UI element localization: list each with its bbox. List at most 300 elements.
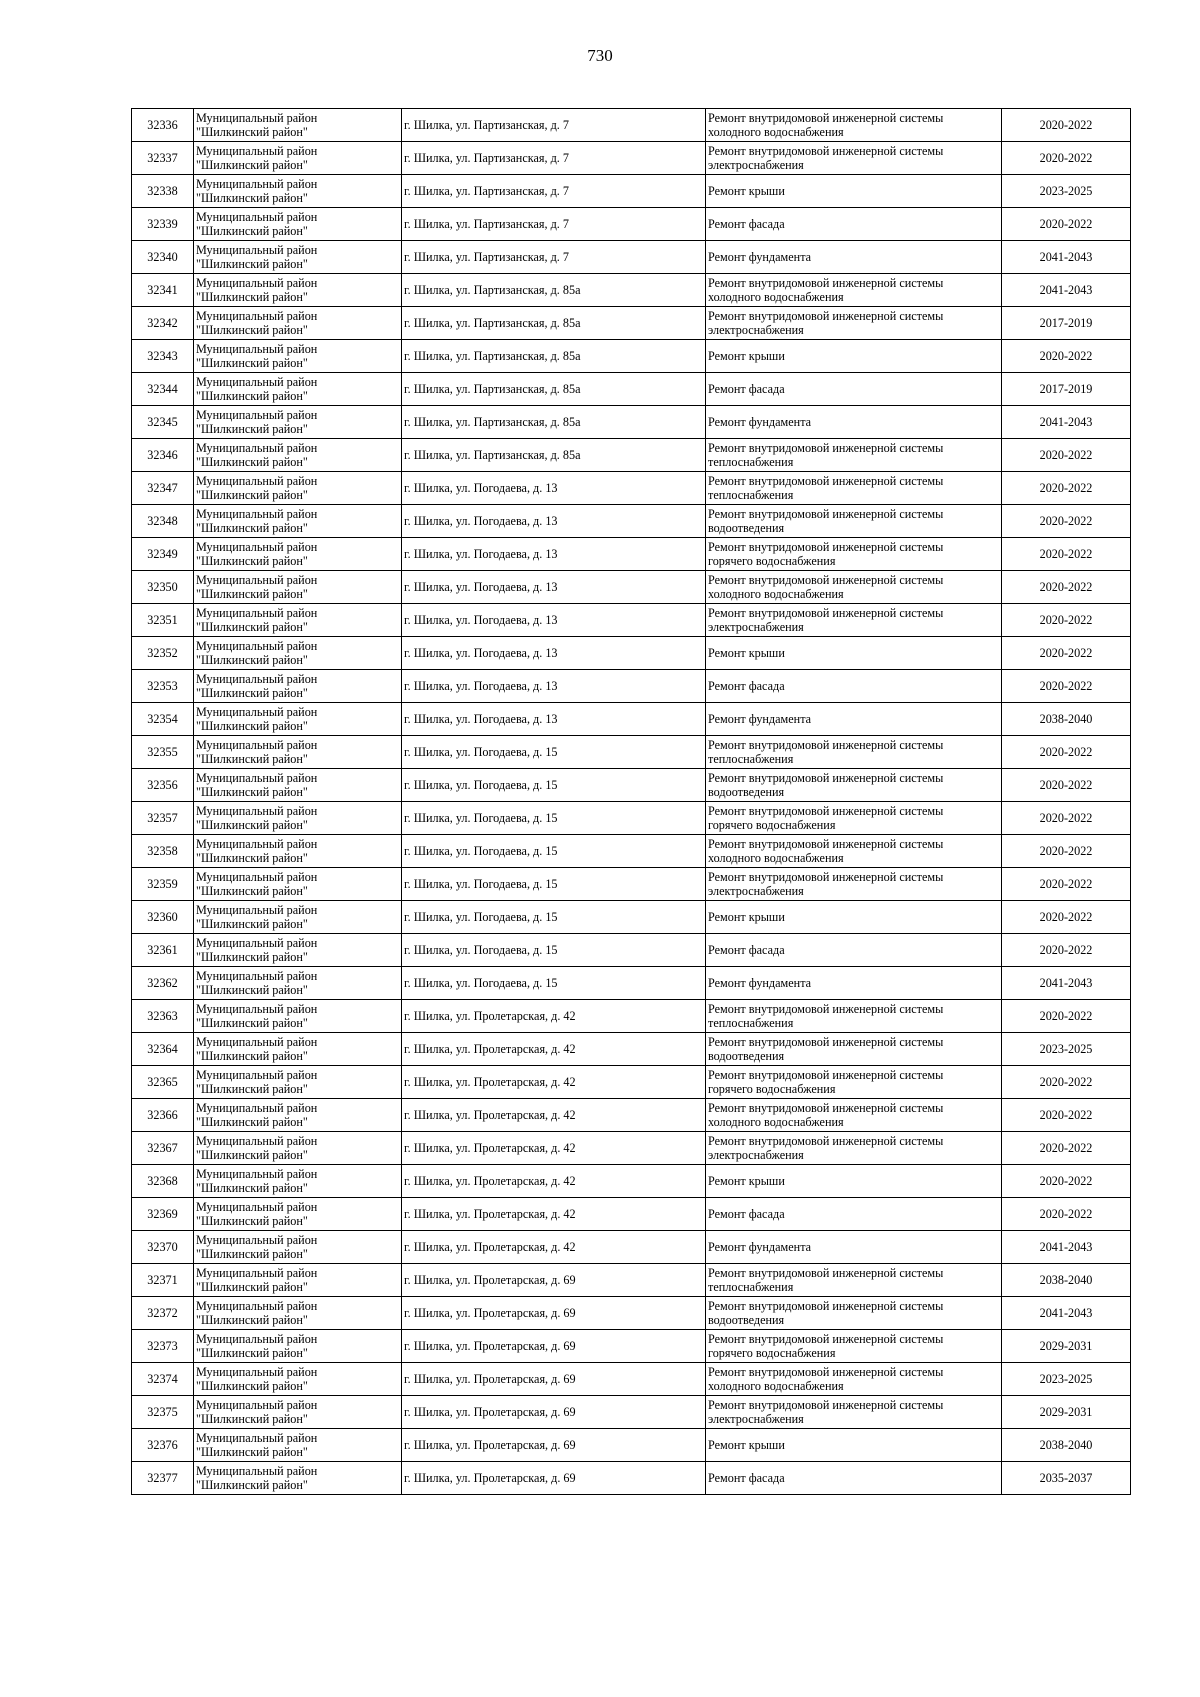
table-row — [132, 373, 1131, 406]
row-number: 32353 — [147, 678, 178, 693]
period-cell — [1002, 1396, 1131, 1429]
table-row — [132, 802, 1131, 835]
work-type-cell — [706, 868, 1002, 901]
address-text: г. Шилка, ул. Пролетарская, д. 42 — [404, 1107, 576, 1122]
table-row — [132, 703, 1131, 736]
work-type-line-2: водоотведения — [708, 1313, 785, 1327]
address-cell — [402, 109, 706, 142]
municipality-cell — [194, 1231, 402, 1264]
municipality-line-2: "Шилкинский район" — [196, 1247, 308, 1261]
period-cell — [1002, 835, 1131, 868]
municipality-cell — [194, 1429, 402, 1462]
work-type-line-2: водоотведения — [708, 1049, 785, 1063]
municipality-line-1: Муниципальный район — [196, 572, 318, 587]
municipality-line-2: "Шилкинский район" — [196, 1082, 308, 1096]
address-cell — [402, 307, 706, 340]
period-cell — [1002, 1033, 1131, 1066]
work-type-line-1: Ремонт внутридомовой инженерной системы — [708, 605, 944, 620]
period-cell — [1002, 406, 1131, 439]
row-number-cell — [132, 934, 194, 967]
address-text: г. Шилка, ул. Пролетарская, д. 69 — [404, 1371, 576, 1386]
municipality-cell — [194, 934, 402, 967]
address-cell — [402, 604, 706, 637]
work-type-line-2: теплоснабжения — [708, 488, 794, 502]
address-text: г. Шилка, ул. Пролетарская, д. 69 — [404, 1470, 576, 1485]
row-number: 32350 — [147, 579, 178, 594]
work-type-line-1: Ремонт внутридомовой инженерной системы — [708, 440, 944, 455]
table-row — [132, 1264, 1131, 1297]
period-cell — [1002, 1297, 1131, 1330]
work-type-line-1: Ремонт фасада — [708, 1206, 785, 1221]
row-number-cell — [132, 109, 194, 142]
work-type-cell — [706, 1099, 1002, 1132]
address-cell — [402, 439, 706, 472]
work-type-line-1: Ремонт внутридомовой инженерной системы — [708, 1001, 944, 1016]
table-row — [132, 769, 1131, 802]
work-type-line-1: Ремонт внутридомовой инженерной системы — [708, 308, 944, 323]
municipality-line-1: Муниципальный район — [196, 1199, 318, 1214]
work-type-line-2: электроснабжения — [708, 884, 804, 898]
address-text: г. Шилка, ул. Погодаева, д. 15 — [404, 744, 558, 759]
municipality-line-1: Муниципальный район — [196, 704, 318, 719]
municipality-line-1: Муниципальный район — [196, 1397, 318, 1412]
table-row — [132, 142, 1131, 175]
row-number-cell — [132, 604, 194, 637]
table-row — [132, 736, 1131, 769]
work-type-line-1: Ремонт фасада — [708, 942, 785, 957]
address-cell — [402, 769, 706, 802]
table-row — [132, 1429, 1131, 1462]
municipality-cell — [194, 868, 402, 901]
work-type-line-1: Ремонт внутридомовой инженерной системы — [708, 836, 944, 851]
work-type-line-1: Ремонт фундамента — [708, 414, 812, 429]
municipality-line-1: Муниципальный район — [196, 1100, 318, 1115]
address-text: г. Шилка, ул. Погодаева, д. 13 — [404, 579, 558, 594]
row-number-cell — [132, 703, 194, 736]
municipality-line-1: Муниципальный район — [196, 803, 318, 818]
work-type-line-2: холодного водоснабжения — [708, 125, 844, 139]
table-row — [132, 1099, 1131, 1132]
row-number: 32360 — [147, 909, 178, 924]
municipality-cell — [194, 604, 402, 637]
row-number: 32374 — [147, 1371, 178, 1386]
row-number-cell — [132, 901, 194, 934]
work-type-line-1: Ремонт внутридомовой инженерной системы — [708, 1298, 944, 1313]
row-number-cell — [132, 142, 194, 175]
municipality-line-1: Муниципальный район — [196, 1430, 318, 1445]
row-number: 32342 — [147, 315, 178, 330]
address-text: г. Шилка, ул. Погодаева, д. 15 — [404, 975, 558, 990]
row-number: 32337 — [147, 150, 178, 165]
work-type-line-2: теплоснабжения — [708, 455, 794, 469]
period-cell — [1002, 736, 1131, 769]
period-text: 2020-2022 — [1039, 513, 1093, 528]
period-text: 2020-2022 — [1039, 645, 1093, 660]
municipality-cell — [194, 1462, 402, 1495]
work-type-cell — [706, 1396, 1002, 1429]
table-row — [132, 1231, 1131, 1264]
municipality-line-1: Муниципальный район — [196, 638, 318, 653]
municipality-line-2: "Шилкинский район" — [196, 554, 308, 568]
municipality-cell — [194, 1132, 402, 1165]
row-number-cell — [132, 670, 194, 703]
table-row — [132, 406, 1131, 439]
work-type-cell — [706, 670, 1002, 703]
period-text: 2035-2037 — [1039, 1470, 1093, 1485]
period-cell — [1002, 1000, 1131, 1033]
work-type-cell — [706, 307, 1002, 340]
work-type-line-1: Ремонт внутридомовой инженерной системы — [708, 1331, 944, 1346]
address-cell — [402, 1198, 706, 1231]
municipality-cell — [194, 307, 402, 340]
period-cell — [1002, 967, 1131, 1000]
row-number: 32368 — [147, 1173, 178, 1188]
row-number-cell — [132, 373, 194, 406]
address-cell — [402, 1297, 706, 1330]
work-type-line-1: Ремонт фундамента — [708, 711, 812, 726]
work-type-line-1: Ремонт внутридомовой инженерной системы — [708, 1265, 944, 1280]
address-text: г. Шилка, ул. Пролетарская, д. 69 — [404, 1272, 576, 1287]
period-text: 2023-2025 — [1039, 183, 1093, 198]
address-cell — [402, 538, 706, 571]
address-text: г. Шилка, ул. Партизанская, д. 85а — [404, 447, 581, 462]
address-text: г. Шилка, ул. Партизанская, д. 7 — [404, 249, 569, 264]
table-row — [132, 1132, 1131, 1165]
period-cell — [1002, 1429, 1131, 1462]
address-cell — [402, 1066, 706, 1099]
period-text: 2017-2019 — [1039, 381, 1093, 396]
row-number: 32366 — [147, 1107, 178, 1122]
work-type-line-1: Ремонт внутридомовой инженерной системы — [708, 275, 944, 290]
address-cell — [402, 1429, 706, 1462]
municipality-line-2: "Шилкинский район" — [196, 686, 308, 700]
municipality-cell — [194, 901, 402, 934]
municipality-line-2: "Шилкинский район" — [196, 488, 308, 502]
work-type-line-1: Ремонт внутридомовой инженерной системы — [708, 869, 944, 884]
table-row — [132, 1198, 1131, 1231]
work-type-line-1: Ремонт фасада — [708, 678, 785, 693]
municipality-line-1: Муниципальный район — [196, 605, 318, 620]
address-cell — [402, 934, 706, 967]
period-cell — [1002, 241, 1131, 274]
row-number: 32359 — [147, 876, 178, 891]
municipality-line-1: Муниципальный район — [196, 440, 318, 455]
table-row — [132, 835, 1131, 868]
work-type-line-1: Ремонт внутридомовой инженерной системы — [708, 506, 944, 521]
period-text: 2020-2022 — [1039, 447, 1093, 462]
period-text: 2017-2019 — [1039, 315, 1093, 330]
period-cell — [1002, 208, 1131, 241]
work-type-line-2: холодного водоснабжения — [708, 587, 844, 601]
municipality-line-1: Муниципальный район — [196, 1265, 318, 1280]
row-number: 32373 — [147, 1338, 178, 1353]
row-number: 32375 — [147, 1404, 178, 1419]
row-number: 32349 — [147, 546, 178, 561]
municipality-line-2: "Шилкинский район" — [196, 983, 308, 997]
row-number-cell — [132, 241, 194, 274]
address-text: г. Шилка, ул. Погодаева, д. 13 — [404, 546, 558, 561]
municipality-line-2: "Шилкинский район" — [196, 917, 308, 931]
municipality-cell — [194, 769, 402, 802]
period-cell — [1002, 307, 1131, 340]
work-type-cell — [706, 208, 1002, 241]
table-row — [132, 868, 1131, 901]
period-cell — [1002, 571, 1131, 604]
period-cell — [1002, 670, 1131, 703]
municipality-cell — [194, 802, 402, 835]
row-number: 32351 — [147, 612, 178, 627]
address-cell — [402, 373, 706, 406]
municipality-line-1: Муниципальный район — [196, 506, 318, 521]
municipality-cell — [194, 109, 402, 142]
municipality-line-1: Муниципальный район — [196, 407, 318, 422]
period-text: 2020-2022 — [1039, 1074, 1093, 1089]
work-type-cell — [706, 901, 1002, 934]
work-type-line-1: Ремонт внутридомовой инженерной системы — [708, 110, 944, 125]
period-cell — [1002, 109, 1131, 142]
address-text: г. Шилка, ул. Погодаева, д. 13 — [404, 711, 558, 726]
period-cell — [1002, 538, 1131, 571]
period-text: 2020-2022 — [1039, 348, 1093, 363]
municipality-cell — [194, 967, 402, 1000]
row-number: 32346 — [147, 447, 178, 462]
municipality-line-2: "Шилкинский район" — [196, 455, 308, 469]
row-number: 32339 — [147, 216, 178, 231]
address-text: г. Шилка, ул. Пролетарская, д. 42 — [404, 1173, 576, 1188]
work-type-line-1: Ремонт внутридомовой инженерной системы — [708, 473, 944, 488]
municipality-line-2: "Шилкинский район" — [196, 323, 308, 337]
period-cell — [1002, 802, 1131, 835]
row-number-cell — [132, 208, 194, 241]
municipality-line-2: "Шилкинский район" — [196, 1115, 308, 1129]
address-cell — [402, 340, 706, 373]
row-number: 32356 — [147, 777, 178, 792]
work-type-cell — [706, 373, 1002, 406]
table-row — [132, 1396, 1131, 1429]
municipality-line-2: "Шилкинский район" — [196, 1445, 308, 1459]
municipality-cell — [194, 142, 402, 175]
address-text: г. Шилка, ул. Погодаева, д. 13 — [404, 678, 558, 693]
row-number-cell — [132, 340, 194, 373]
work-type-cell — [706, 340, 1002, 373]
municipality-cell — [194, 274, 402, 307]
address-text: г. Шилка, ул. Погодаева, д. 15 — [404, 843, 558, 858]
period-text: 2020-2022 — [1039, 579, 1093, 594]
municipality-line-2: "Шилкинский район" — [196, 1346, 308, 1360]
period-cell — [1002, 637, 1131, 670]
address-cell — [402, 1033, 706, 1066]
address-cell — [402, 1264, 706, 1297]
table-row — [132, 1297, 1131, 1330]
period-text: 2020-2022 — [1039, 546, 1093, 561]
municipality-line-1: Муниципальный район — [196, 1067, 318, 1082]
address-text: г. Шилка, ул. Партизанская, д. 7 — [404, 216, 569, 231]
period-cell — [1002, 1099, 1131, 1132]
address-cell — [402, 1330, 706, 1363]
work-type-line-1: Ремонт фасада — [708, 1470, 785, 1485]
municipality-line-1: Муниципальный район — [196, 341, 318, 356]
address-cell — [402, 1231, 706, 1264]
municipality-line-2: "Шилкинский район" — [196, 1049, 308, 1063]
municipality-line-2: "Шилкинский район" — [196, 1214, 308, 1228]
work-type-cell — [706, 1132, 1002, 1165]
work-type-cell — [706, 505, 1002, 538]
work-type-line-2: водоотведения — [708, 521, 785, 535]
work-type-line-1: Ремонт крыши — [708, 1173, 785, 1188]
municipality-line-2: "Шилкинский район" — [196, 224, 308, 238]
row-number: 32372 — [147, 1305, 178, 1320]
address-cell — [402, 241, 706, 274]
address-text: г. Шилка, ул. Погодаева, д. 15 — [404, 942, 558, 957]
period-cell — [1002, 604, 1131, 637]
address-text: г. Шилка, ул. Партизанская, д. 7 — [404, 117, 569, 132]
municipality-cell — [194, 571, 402, 604]
table-row — [132, 340, 1131, 373]
work-type-line-1: Ремонт внутридомовой инженерной системы — [708, 1397, 944, 1412]
work-type-cell — [706, 1264, 1002, 1297]
municipality-line-2: "Шилкинский район" — [196, 752, 308, 766]
table-row — [132, 571, 1131, 604]
row-number-cell — [132, 1132, 194, 1165]
municipality-line-1: Муниципальный район — [196, 770, 318, 785]
municipality-cell — [194, 1165, 402, 1198]
address-cell — [402, 175, 706, 208]
row-number-cell — [132, 1297, 194, 1330]
address-text: г. Шилка, ул. Партизанская, д. 85а — [404, 414, 581, 429]
period-cell — [1002, 1264, 1131, 1297]
municipality-line-2: "Шилкинский район" — [196, 851, 308, 865]
municipality-cell — [194, 1198, 402, 1231]
row-number: 32361 — [147, 942, 178, 957]
table-row — [132, 1165, 1131, 1198]
work-type-cell — [706, 241, 1002, 274]
work-type-line-1: Ремонт крыши — [708, 1437, 785, 1452]
municipality-line-2: "Шилкинский район" — [196, 257, 308, 271]
row-number-cell — [132, 274, 194, 307]
row-number-cell — [132, 1363, 194, 1396]
municipality-line-1: Муниципальный район — [196, 242, 318, 257]
work-type-line-2: горячего водоснабжения — [708, 1082, 836, 1096]
municipality-line-1: Муниципальный район — [196, 1463, 318, 1478]
page-number: 730 — [587, 46, 613, 65]
row-number-cell — [132, 1198, 194, 1231]
work-type-line-1: Ремонт крыши — [708, 909, 785, 924]
address-text: г. Шилка, ул. Пролетарская, д. 42 — [404, 1041, 576, 1056]
period-cell — [1002, 340, 1131, 373]
address-cell — [402, 868, 706, 901]
work-type-line-1: Ремонт крыши — [708, 183, 785, 198]
municipality-line-1: Муниципальный район — [196, 671, 318, 686]
row-number: 32355 — [147, 744, 178, 759]
municipality-line-2: "Шилкинский район" — [196, 158, 308, 172]
row-number: 32345 — [147, 414, 178, 429]
municipality-line-2: "Шилкинский район" — [196, 1478, 308, 1492]
period-text: 2020-2022 — [1039, 1140, 1093, 1155]
municipality-cell — [194, 835, 402, 868]
work-type-cell — [706, 1033, 1002, 1066]
period-text: 2020-2022 — [1039, 1173, 1093, 1188]
row-number-cell — [132, 1165, 194, 1198]
municipality-line-1: Муниципальный район — [196, 275, 318, 290]
period-text: 2038-2040 — [1039, 711, 1093, 726]
address-text: г. Шилка, ул. Погодаева, д. 13 — [404, 612, 558, 627]
municipality-line-2: "Шилкинский район" — [196, 587, 308, 601]
row-number: 32362 — [147, 975, 178, 990]
period-text: 2020-2022 — [1039, 810, 1093, 825]
municipality-line-2: "Шилкинский район" — [196, 521, 308, 535]
table-row — [132, 967, 1131, 1000]
period-text: 2020-2022 — [1039, 1008, 1093, 1023]
table-row — [132, 1462, 1131, 1495]
address-cell — [402, 736, 706, 769]
row-number: 32371 — [147, 1272, 178, 1287]
municipality-line-1: Муниципальный район — [196, 374, 318, 389]
period-cell — [1002, 703, 1131, 736]
period-cell — [1002, 901, 1131, 934]
municipality-line-2: "Шилкинский район" — [196, 389, 308, 403]
period-cell — [1002, 1462, 1131, 1495]
period-cell — [1002, 1363, 1131, 1396]
period-cell — [1002, 868, 1131, 901]
work-type-cell — [706, 1429, 1002, 1462]
work-type-cell — [706, 406, 1002, 439]
row-number-cell — [132, 1264, 194, 1297]
row-number: 32347 — [147, 480, 178, 495]
period-text: 2020-2022 — [1039, 777, 1093, 792]
table-row — [132, 175, 1131, 208]
municipality-line-2: "Шилкинский район" — [196, 1379, 308, 1393]
municipality-line-1: Муниципальный район — [196, 473, 318, 488]
period-text: 2023-2025 — [1039, 1041, 1093, 1056]
period-text: 2020-2022 — [1039, 216, 1093, 231]
address-text: г. Шилка, ул. Погодаева, д. 13 — [404, 645, 558, 660]
municipality-line-1: Муниципальный район — [196, 836, 318, 851]
address-text: г. Шилка, ул. Погодаева, д. 15 — [404, 810, 558, 825]
municipality-line-2: "Шилкинский район" — [196, 191, 308, 205]
period-cell — [1002, 142, 1131, 175]
work-type-line-1: Ремонт фасада — [708, 216, 785, 231]
address-text: г. Шилка, ул. Погодаева, д. 15 — [404, 777, 558, 792]
municipality-cell — [194, 1066, 402, 1099]
municipality-line-2: "Шилкинский район" — [196, 1412, 308, 1426]
row-number-cell — [132, 571, 194, 604]
work-type-cell — [706, 1198, 1002, 1231]
table-row — [132, 604, 1131, 637]
row-number-cell — [132, 472, 194, 505]
address-cell — [402, 802, 706, 835]
work-type-line-2: горячего водоснабжения — [708, 554, 836, 568]
municipality-cell — [194, 340, 402, 373]
work-type-line-2: холодного водоснабжения — [708, 851, 844, 865]
period-cell — [1002, 439, 1131, 472]
municipality-cell — [194, 637, 402, 670]
period-text: 2020-2022 — [1039, 480, 1093, 495]
address-cell — [402, 1132, 706, 1165]
period-text: 2029-2031 — [1039, 1404, 1093, 1419]
period-cell — [1002, 1198, 1131, 1231]
period-text: 2020-2022 — [1039, 1107, 1093, 1122]
row-number: 32358 — [147, 843, 178, 858]
row-number: 32336 — [147, 117, 178, 132]
row-number-cell — [132, 406, 194, 439]
row-number-cell — [132, 1396, 194, 1429]
municipality-line-1: Муниципальный район — [196, 1034, 318, 1049]
period-text: 2023-2025 — [1039, 1371, 1093, 1386]
table-row — [132, 307, 1131, 340]
row-number-cell — [132, 1033, 194, 1066]
address-text: г. Шилка, ул. Партизанская, д. 7 — [404, 183, 569, 198]
municipality-line-2: "Шилкинский район" — [196, 422, 308, 436]
